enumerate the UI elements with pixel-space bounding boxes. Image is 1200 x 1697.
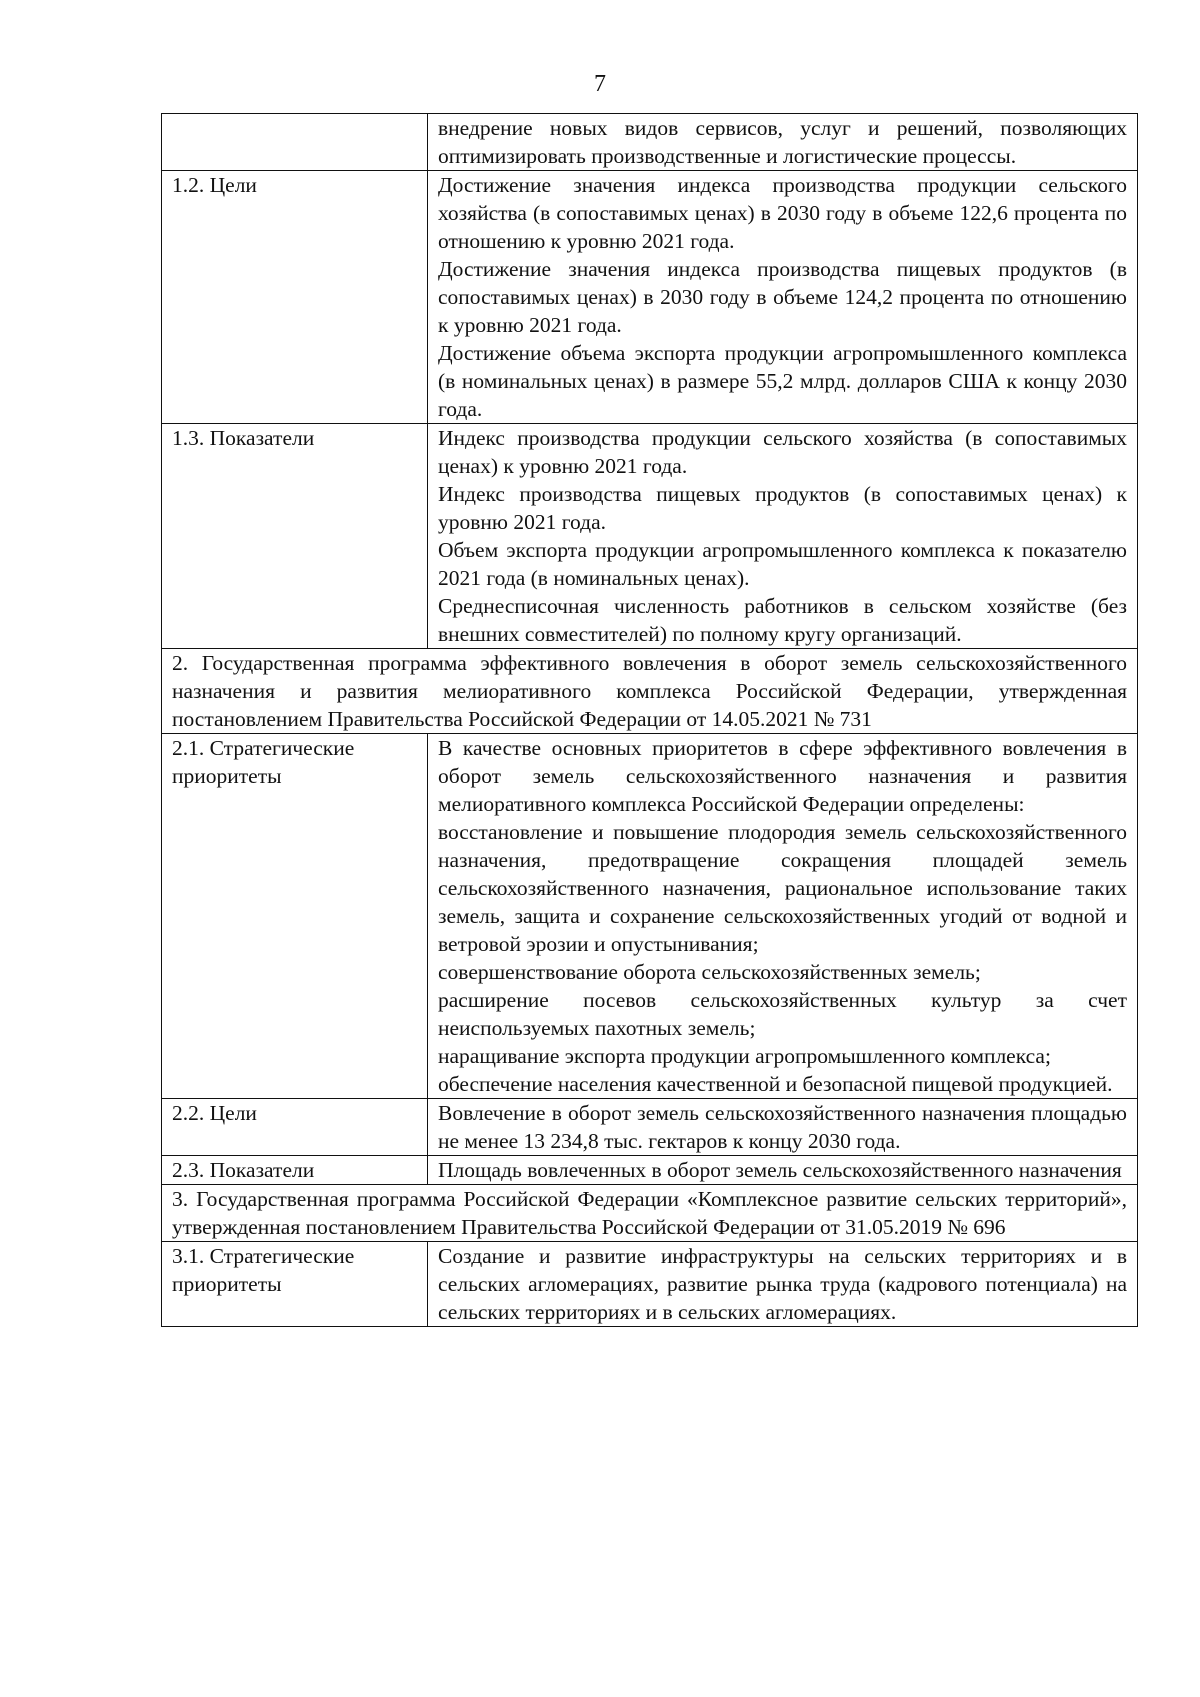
- priority-paragraph: совершенствование оборота сельскохозяйственных земель;: [438, 960, 981, 984]
- table-row: [162, 649, 1138, 734]
- indicators-1-3: [428, 424, 1138, 649]
- row-label-3-1: 3.1. Стратегические приоритеты: [162, 1242, 428, 1327]
- priority-paragraph: расширение посевов сельскохозяйственных культур за счет неиспользуемых пахотных земель;: [438, 988, 1127, 1040]
- row-label-1-3: 1.3. Показатели: [162, 424, 428, 649]
- goal-paragraph: Достижение значения индекса производства продукции сельского хозяйства (в сопоставимых ценах) в 2030 году в объеме 122,6 процента по отношению к уровню 2021 года.: [438, 173, 1127, 253]
- indicator-paragraph: Индекс производства продукции сельского хозяйства (в сопоставимых ценах) к уровню 2021 года.: [438, 426, 1127, 478]
- goal-paragraph: Достижение значения индекса производства пищевых продуктов (в сопоставимых ценах) в 2030 году в объеме 124,2 процента по отношению к уровню 2021 года.: [438, 257, 1127, 337]
- row-label-2-1: 2.1. Стратегические приоритеты: [162, 734, 428, 1099]
- table-row: [162, 424, 1138, 649]
- row-label-2-2: 2.2. Цели: [162, 1099, 428, 1156]
- page-number: 7: [594, 71, 606, 97]
- table-row: [162, 734, 1138, 1099]
- table-row: [162, 1156, 1138, 1185]
- priorities-2-1: [428, 734, 1138, 1099]
- indicator-paragraph: Индекс производства пищевых продуктов (в сопоставимых ценах) к уровню 2021 года.: [438, 482, 1127, 534]
- row-label-cell: [162, 114, 428, 171]
- priority-paragraph: обеспечение населения качественной и безопасной пищевой продукцией.: [438, 1072, 1113, 1096]
- row-content-cell: внедрение новых видов сервисов, услуг и решений, позволяющих оптимизировать производственные и логистические процессы.: [428, 114, 1138, 171]
- document-table: [161, 113, 1138, 1327]
- priority-paragraph: В качестве основных приоритетов в сфере эффективного вовлечения в оборот земель сельскохозяйственного назначения и развития мелиоративного комплекса Российской Федерации определены:: [438, 736, 1127, 816]
- row-label-2-3: 2.3. Показатели: [162, 1156, 428, 1185]
- indicator-paragraph: Среднесписочная численность работников в сельском хозяйстве (без внешних совместителей) по полному кругу организаций.: [438, 594, 1127, 646]
- priorities-3-1: Создание и развитие инфраструктуры на сельских территориях и в сельских агломерациях, развитие рынка труда (кадрового потенциала) на сельских территориях и в сельских агломерациях.: [428, 1242, 1138, 1327]
- indicator-paragraph: Объем экспорта продукции агропромышленного комплекса к показателю 2021 года (в номинальных ценах).: [438, 538, 1127, 590]
- table-row: [162, 1099, 1138, 1156]
- row-label-1-2: 1.2. Цели: [162, 171, 428, 424]
- table-row: [162, 1242, 1138, 1327]
- goals-2-2: Вовлечение в оборот земель сельскохозяйственного назначения площадью не менее 13 234,8 тыс. гектаров к концу 2030 года.: [428, 1099, 1138, 1156]
- table-row: [162, 1185, 1138, 1242]
- section-heading-2: 2. Государственная программа эффективного вовлечения в оборот земель сельскохозяйственного назначения и развития мелиоративного комплекса Российской Федерации, утвержденная постановлением Правительства Российской Федерации от 14.05.2021 № 731: [162, 649, 1138, 734]
- section-heading-3: 3. Государственная программа Российской Федерации «Комплексное развитие сельских территорий», утвержденная постановлением Правительства Российской Федерации от 31.05.2019 № 696: [162, 1185, 1138, 1242]
- table-row: [162, 114, 1138, 171]
- indicators-2-3: Площадь вовлеченных в оборот земель сельскохозяйственного назначения: [428, 1156, 1138, 1185]
- table-row: [162, 171, 1138, 424]
- goals-1-2: [428, 171, 1138, 424]
- priority-paragraph: восстановление и повышение плодородия земель сельскохозяйственного назначения, предотвращение сокращения площадей земель сельскохозяйственного назначения, рациональное использование таких земель, защита и сохранение сельскохозяйственных угодий от водной и ветровой эрозии и опустынивания;: [438, 820, 1127, 956]
- goal-paragraph: Достижение объема экспорта продукции агропромышленного комплекса (в номинальных ценах) в размере 55,2 млрд. долларов США к концу 2030 года.: [438, 341, 1127, 421]
- priority-paragraph: наращивание экспорта продукции агропромышленного комплекса;: [438, 1044, 1051, 1068]
